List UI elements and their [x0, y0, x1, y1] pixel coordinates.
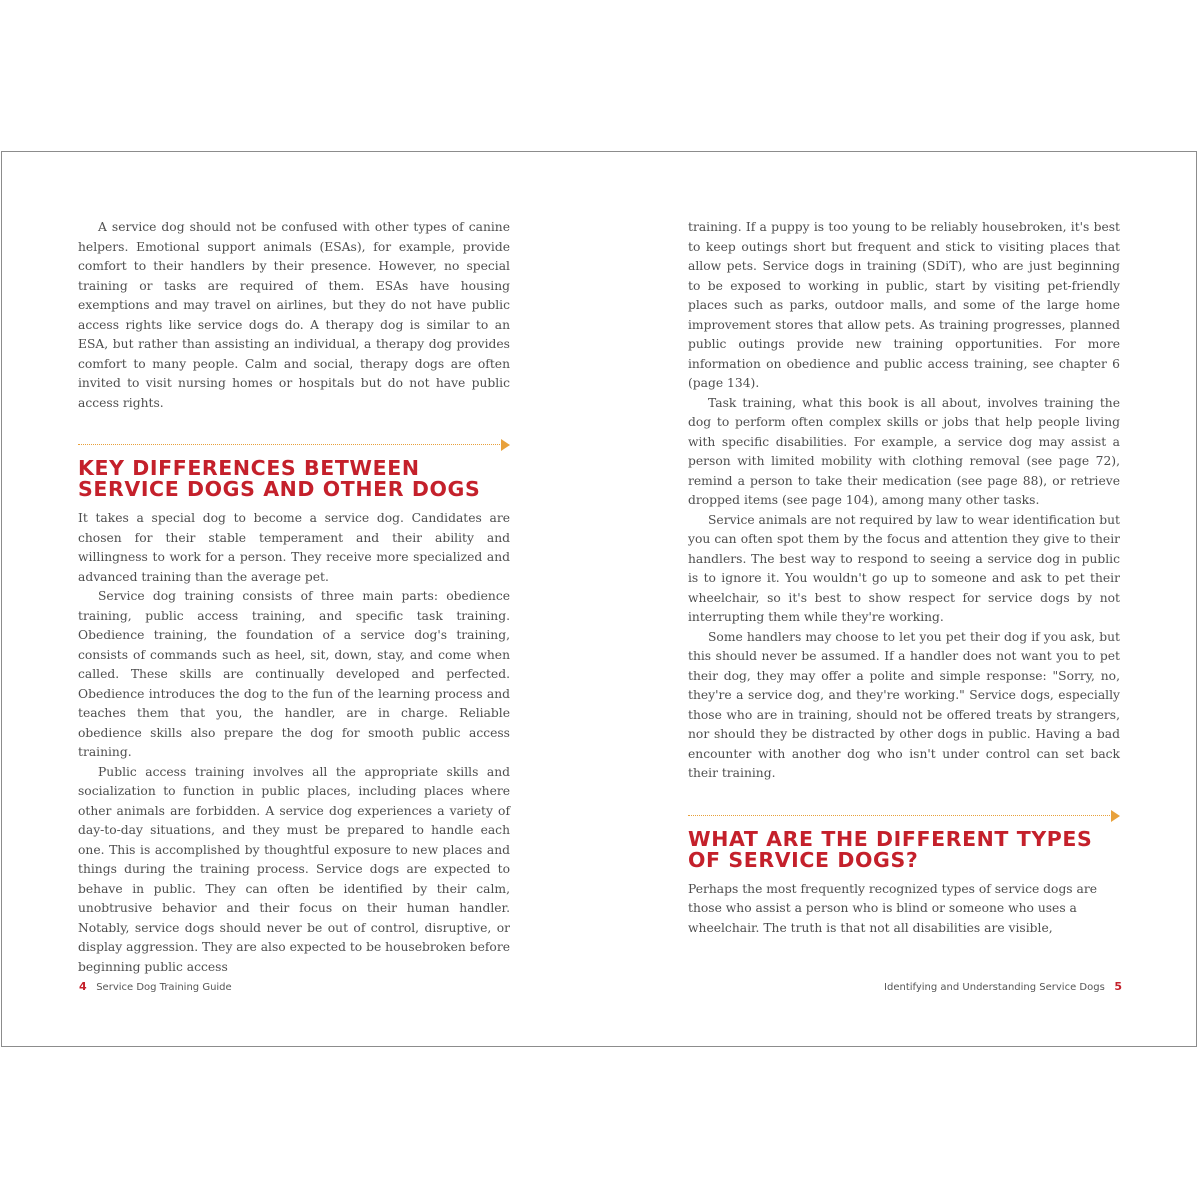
left-footer [79, 980, 232, 993]
body-paragraph: Some handlers may choose to let you pet their dog if you ask, but this should never be assumed. If a handler does not want you to pet their dog, they may offer a polite and simple response: "Sorry, no, they're a service dog, and they're working." Service dogs, especially those who are in training, should not be offered treats by strangers, nor should they be distracted by other dogs in public. Having a bad encounter with another dog who isn't under control can set back their training. [688, 629, 1120, 780]
body-paragraph: training. If a puppy is too young to be reliably housebroken, it's best to keep outings short but frequent and stick to visiting places that allow pets. Service dogs in training (SDiT), who are just beginning to be exposed to working in public, start by visiting pet-friendly places such as parks, outdoor malls, and some of the large home improvement stores that allow pets. As training progresses, planned public outings provide new training opportunities. For more information on obedience and public access training, see chapter 6 (page 134). [688, 220, 1120, 390]
body-paragraph: A service dog should not be confused with other types of canine helpers. Emotional support animals (ESAs), for example, provide comfort to their handlers by their presence. However, no special training or tasks are required of them. ESAs have housing exemptions and may travel on airlines, but they do not have public access rights like service dogs do. A therapy dog is similar to an ESA, but rather than assisting an individual, a therapy dog provides comfort to many people. Calm and social, therapy dogs are often invited to visit nursing homes or hospitals but do not have public access rights. [78, 220, 510, 410]
running-title: Identifying and Understanding Service Dogs [884, 982, 1105, 993]
running-title: Service Dog Training Guide [96, 982, 232, 993]
body-paragraph: Public access training involves all the appropriate skills and socialization to function in public places, including places where other animals are forbidden. A service dog experiences a variety of day-to-day situations, and they must be prepared to handle each one. This is accomplished by thoughtful exposure to new places and things during the training process. Service dogs are expected to behave in public. They can often be identified by their calm, unobtrusive behavior and their focus on their human handler. Notably, service dogs should never be out of control, disruptive, or display aggression. They are also expected to be housebroken before beginning public access [78, 764, 510, 974]
body-paragraph: It takes a special dog to become a service dog. Candidates are chosen for their stable temperament and their ability and willingness to work for a person. They receive more specialized and advanced training than the average pet. [78, 511, 510, 584]
dotted-rule [688, 815, 1110, 816]
dotted-rule [78, 444, 500, 445]
arrow-icon [501, 439, 510, 451]
left-page-column [78, 218, 510, 977]
right-footer [884, 980, 1122, 993]
body-paragraph: Service dog training consists of three main parts: obedience training, public access training, and specific task training. Obedience training, the foundation of a service dog's training, consists of commands such as heel, sit, down, stay, and come when called. These skills are continually developed and perfected. Obedience introduces the dog to the fun of the learning process and teaches them that you, the handler, are in charge. Reliable obedience skills also prepare the dog for smooth public access training. [78, 589, 510, 759]
section-divider [688, 810, 1120, 822]
section-heading: KEY DIFFERENCES BETWEEN SERVICE DOGS AND OTHER DOGS [78, 456, 481, 501]
section-divider [78, 439, 510, 451]
body-paragraph: Task training, what this book is all about, involves training the dog to perform often complex skills or jobs that help people living with specific disabilities. For example, a service dog may assist a person with limited mobility with clothing removal (see page 72), remind a person to take their medication (see page 88), or retrieve dropped items (see page 104), among many other tasks. [688, 395, 1120, 507]
page-number: 5 [1114, 980, 1122, 993]
arrow-icon [1111, 810, 1120, 822]
right-page-column [688, 218, 1120, 938]
section-heading: WHAT ARE THE DIFFERENT TYPES OF SERVICE DOGS? [688, 826, 1093, 872]
page-number: 4 [79, 980, 87, 993]
body-paragraph: Service animals are not required by law to wear identification but you can often spot them by the focus and attention they give to their handlers. The best way to respond to seeing a service dog in public is to ignore it. You wouldn't go up to someone and ask to pet their wheelchair, so it's best to show respect for service dogs by not interrupting them while they're working. [688, 512, 1120, 624]
body-paragraph: Perhaps the most frequently recognized types of service dogs are those who assist a person who is blind or someone who uses a wheelchair. The truth is that not all disabilities are visible, [688, 881, 1098, 935]
